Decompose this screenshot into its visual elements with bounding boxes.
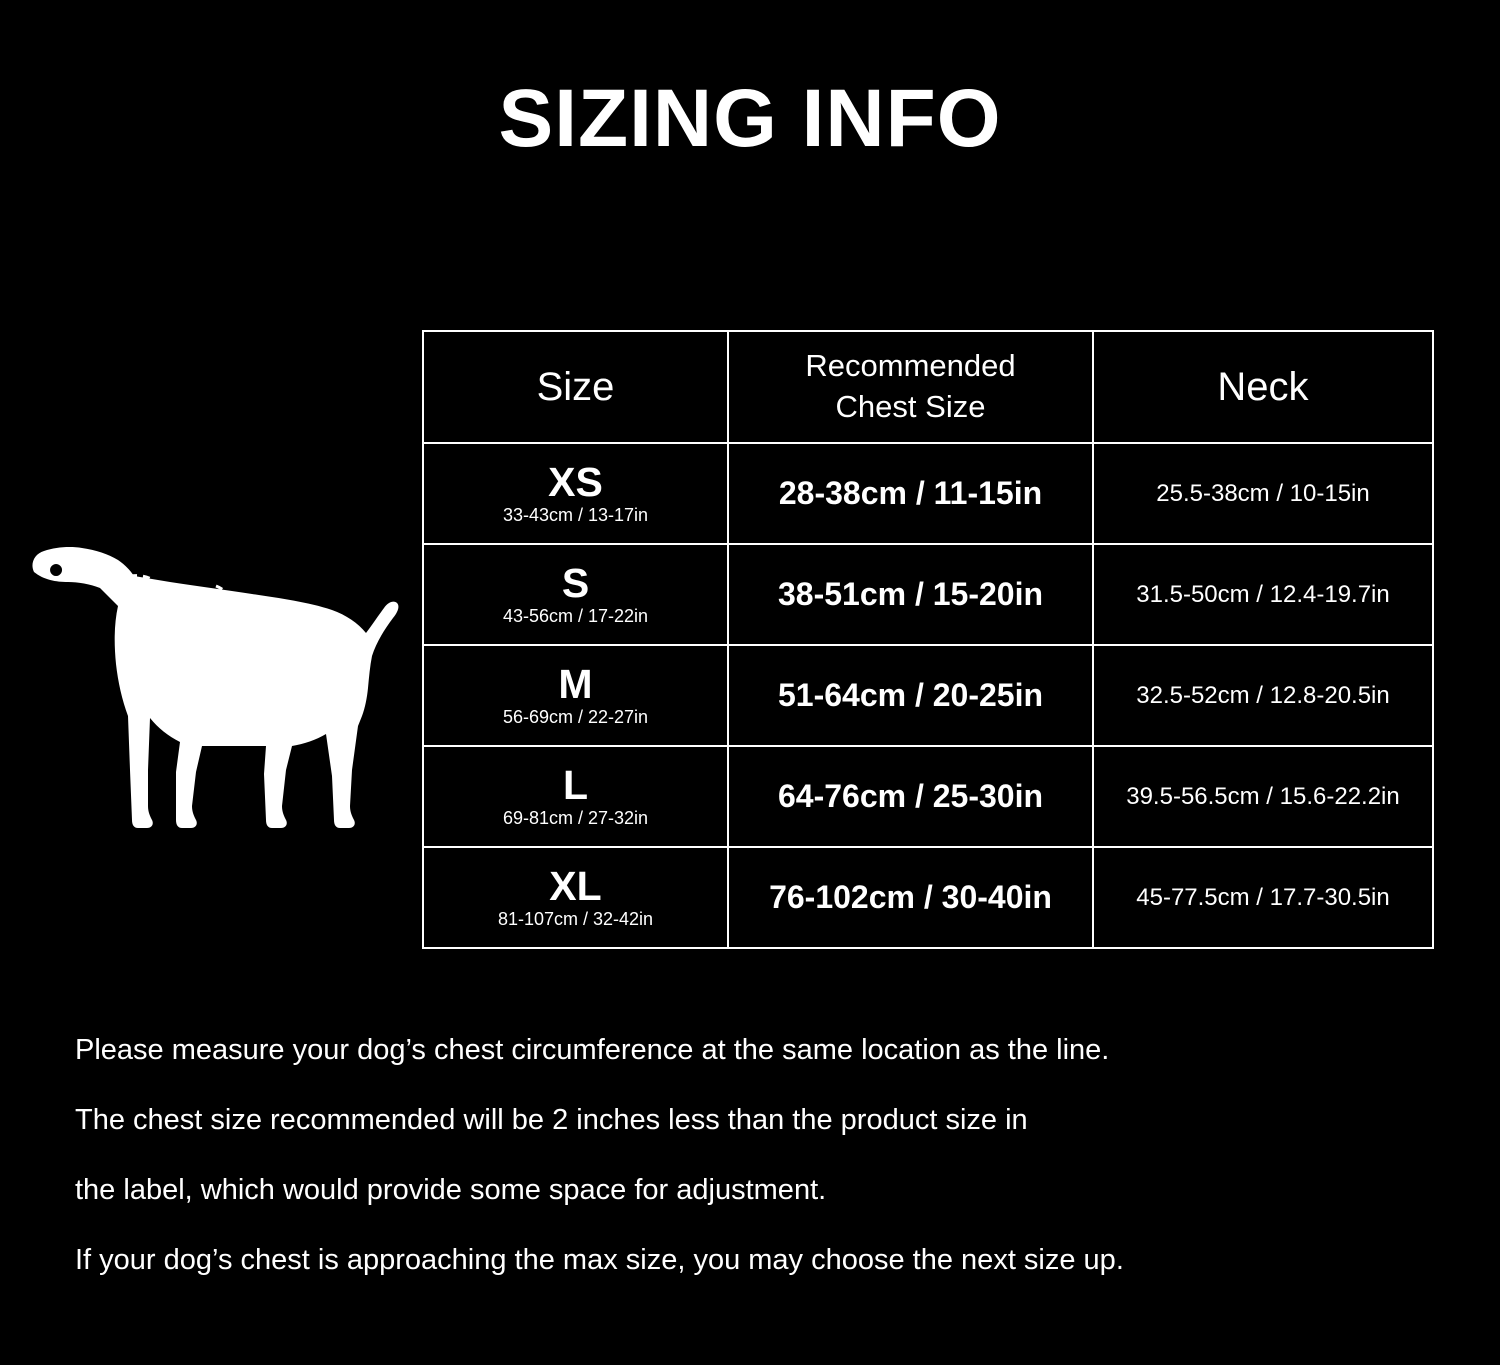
cell-neck: 32.5-52cm / 12.8-20.5in (1093, 645, 1433, 746)
neck-callout-label: Neck (130, 625, 176, 647)
notes-section (75, 1035, 1435, 1315)
cell-neck: 45-77.5cm / 17.7-30.5in (1093, 847, 1433, 948)
cell-size (423, 645, 728, 746)
sizing-table (422, 330, 1434, 949)
size-name: XL (549, 863, 602, 910)
table-header-row (423, 331, 1433, 443)
cell-chest: 38-51cm / 15-20in (728, 544, 1093, 645)
table-row (423, 544, 1433, 645)
note-line: If your dog’s chest is approaching the max size, you may choose the next size up. (75, 1243, 1124, 1276)
table-row (423, 746, 1433, 847)
size-sub: 43-56cm / 17-22in (502, 606, 649, 627)
column-header-size: Size (423, 331, 728, 443)
table-row (423, 443, 1433, 544)
dog-silhouette-icon (20, 520, 400, 860)
size-sub: 56-69cm / 22-27in (502, 707, 649, 728)
cell-neck: 39.5-56.5cm / 15.6-22.2in (1093, 746, 1433, 847)
table-header (423, 331, 1433, 443)
size-sub: 33-43cm / 13-17in (502, 505, 649, 526)
size-name: XS (548, 459, 603, 506)
column-header-chest-line2: Chest Size (835, 389, 986, 424)
table-row (423, 645, 1433, 746)
cell-chest: 28-38cm / 11-15in (728, 443, 1093, 544)
note-line: Please measure your dog’s chest circumference at the same location as the line. (75, 1034, 1110, 1066)
dog-illustration (20, 520, 400, 860)
cell-size (423, 746, 728, 847)
cell-neck: 25.5-38cm / 10-15in (1093, 443, 1433, 544)
cell-chest: 64-76cm / 25-30in (728, 746, 1093, 847)
note-line: the label, which would provide some space for adjustment. (75, 1173, 827, 1206)
cell-size (423, 847, 728, 948)
cell-chest: 51-64cm / 20-25in (728, 645, 1093, 746)
column-header-neck: Neck (1093, 331, 1433, 443)
size-name: M (558, 661, 593, 708)
size-sub: 81-107cm / 32-42in (497, 909, 654, 930)
chest-callout-label: Chest (220, 648, 273, 670)
table-row (423, 847, 1433, 948)
size-name: L (562, 762, 589, 809)
size-name: S (561, 560, 590, 607)
column-header-chest (728, 331, 1093, 443)
cell-size (423, 544, 728, 645)
table-body (423, 443, 1433, 948)
page-title: SIZING INFO (498, 73, 1002, 164)
cell-chest: 76-102cm / 30-40in (728, 847, 1093, 948)
note-line: The chest size recommended will be 2 inches less than the product size in (75, 1103, 1028, 1136)
cell-size (423, 443, 728, 544)
size-sub: 69-81cm / 27-32in (502, 808, 649, 829)
column-header-chest-line1: Recommended (805, 348, 1016, 384)
cell-neck: 31.5-50cm / 12.4-19.7in (1093, 544, 1433, 645)
